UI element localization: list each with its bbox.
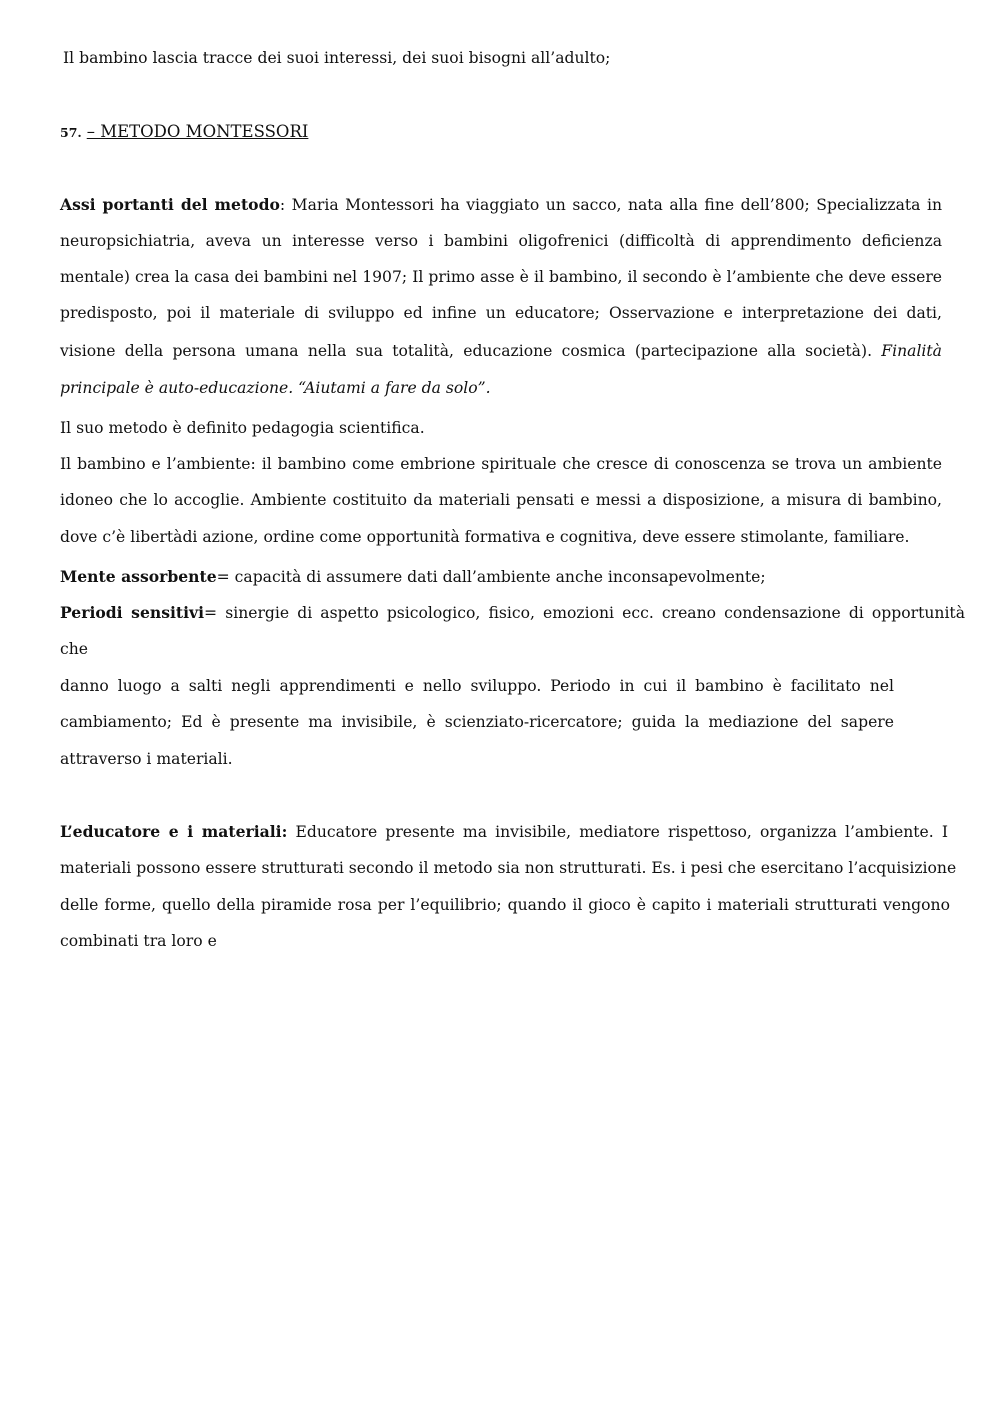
assi-label: Assi portanti del metodo: [60, 195, 280, 214]
assi-text-5: visione della persona umana nella sua totalità, educazione cosmica (partecipazione alla società).: [60, 342, 873, 360]
assi-text-3: mentale) crea la casa dei bambini nel 1907; Il primo asse è il bambino, il secondo è l’ambiente che deve essere: [60, 268, 942, 286]
periodi-line-1: [60, 603, 965, 623]
educatore-line-4: [60, 931, 942, 951]
section-title: – METODO MONTESSORI: [86, 122, 309, 141]
pedagogia-text: Il suo metodo è definito pedagogia scientifica.: [60, 419, 425, 437]
assi-line-5: [60, 341, 942, 361]
periodi-wrap: che: [60, 640, 89, 658]
pedagogia-line: [60, 418, 942, 438]
ambiente-line-3: [60, 527, 942, 547]
educatore-line-1: [60, 822, 948, 842]
assi-line-3: [60, 267, 942, 287]
assi-line-4: [60, 303, 942, 323]
assi-italic-a: Finalità: [881, 342, 942, 360]
assi-italic-b: principale è auto-educazione. “Aiutami a fare da solo”.: [60, 379, 491, 397]
mente-label: Mente assorbente: [60, 567, 217, 586]
section-heading: [60, 122, 942, 143]
educatore-text-1: Educatore presente ma invisibile, mediatore rispettoso, organizza l’ambiente. I: [287, 823, 948, 841]
assi-line-2: [60, 231, 942, 251]
intro-line: [63, 48, 945, 68]
mente-line: [60, 567, 942, 587]
periodi-wrap-line: [60, 639, 942, 659]
periodi-text-2: danno luogo a salti negli apprendimenti e nello sviluppo. Periodo in cui il bambino è facilitato nel: [60, 677, 894, 695]
assi-line-1: [60, 195, 942, 215]
periodi-text-4: attraverso i materiali.: [60, 750, 233, 768]
assi-text-4: predisposto, poi il materiale di sviluppo ed infine un educatore; Osservazione e interpretazione dei dati,: [60, 304, 942, 322]
periodi-text: = sinergie di aspetto psicologico, fisico, emozioni ecc. creano condensazione di opportunità: [204, 604, 965, 622]
educatore-text-3: delle forme, quello della piramide rosa per l’equilibrio; quando il gioco è capito i materiali strutturati vengono: [60, 896, 950, 914]
periodi-line-4: [60, 749, 942, 769]
educatore-text-2: materiali possono essere strutturati secondo il metodo sia non strutturati. Es. i pesi che esercitano l’acquisizione: [60, 859, 957, 877]
ambiente-text-2: idoneo che lo accoglie. Ambiente costituito da materiali pensati e messi a disposizione, a misura di bambino,: [60, 491, 942, 509]
assi-text-2: neuropsichiatria, aveva un interesse verso i bambini oligofrenici (difficoltà di apprendimento deficienza: [60, 232, 942, 250]
section-number: 57.: [60, 125, 82, 140]
periodi-label: Periodi sensitivi: [60, 603, 205, 622]
ambiente-text-3: dove c’è libertàdi azione, ordine come opportunità formativa e cognitiva, deve essere stimolante, familiare.: [60, 528, 910, 546]
educatore-text-4: combinati tra loro e: [60, 932, 217, 950]
mente-text: = capacità di assumere dati dall’ambiente anche inconsapevolmente;: [216, 568, 766, 586]
periodi-line-2: [60, 676, 894, 696]
educatore-line-3: [60, 895, 950, 915]
educatore-label: L’educatore e i materiali:: [60, 822, 288, 841]
intro-text: Il bambino lascia tracce dei suoi interessi, dei suoi bisogni all’adulto;: [63, 49, 611, 67]
periodi-line-3: [60, 712, 894, 732]
periodi-text-3: cambiamento; Ed è presente ma invisibile, è scienziato-ricercatore; guida la mediazione del sapere: [60, 713, 894, 731]
ambiente-text-1: Il bambino e l’ambiente: il bambino come embrione spirituale che cresce di conoscenza se trova un ambiente: [60, 455, 942, 473]
educatore-line-2: [60, 858, 957, 878]
ambiente-line-1: [60, 454, 942, 474]
assi-line-6: [60, 378, 942, 398]
ambiente-line-2: [60, 490, 942, 510]
assi-text-1: : Maria Montessori ha viaggiato un sacco, nata alla fine dell’800; Specializzata in: [279, 196, 942, 214]
